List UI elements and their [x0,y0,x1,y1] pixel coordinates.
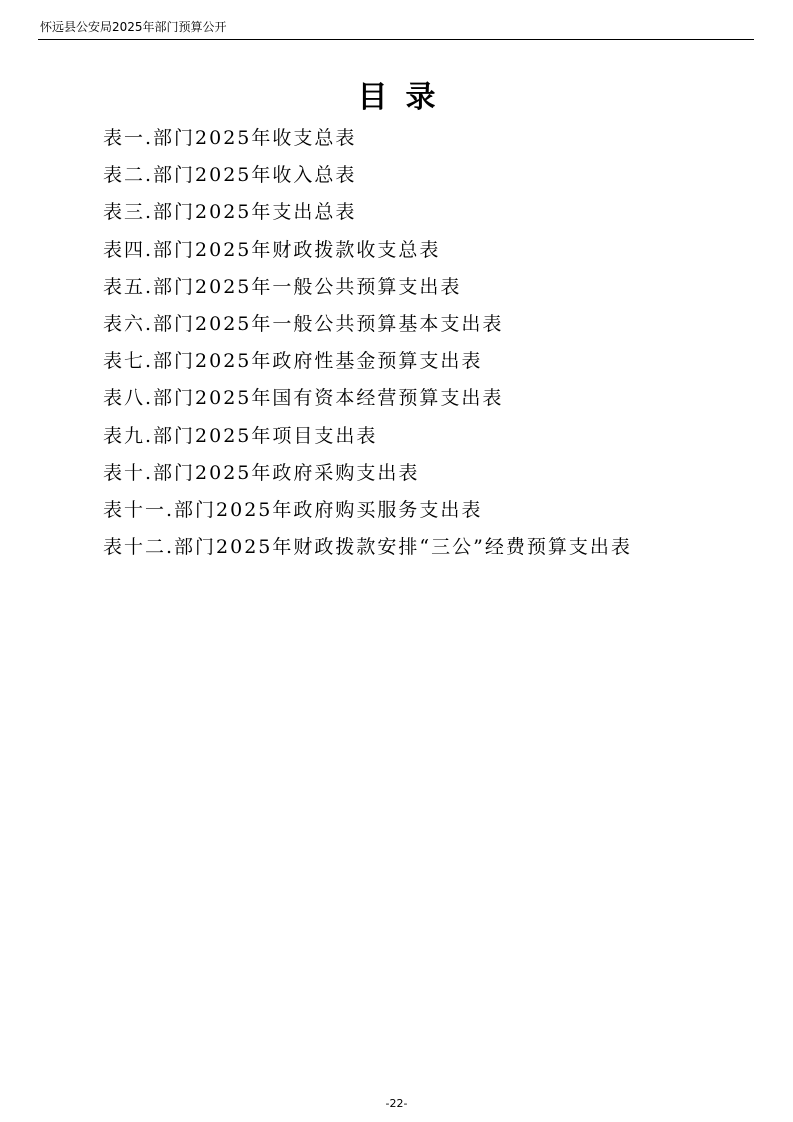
page-header-title: 怀远县公安局2025年部门预算公开 [40,20,227,34]
toc-item: 表四.部门2025年财政拨款收支总表 [103,238,441,261]
toc-item: 表二.部门2025年收入总表 [103,164,357,187]
toc-list [103,120,632,566]
page-number: -22- [385,1097,408,1110]
toc-item: 表七.部门2025年政府性基金预算支出表 [103,350,483,373]
header-divider [38,39,754,40]
toc-item: 表一.部门2025年收支总表 [103,127,357,149]
toc-item: 表十一.部门2025年政府购买服务支出表 [103,498,483,521]
toc-item: 表三.部门2025年支出总表 [103,201,357,224]
toc-item: 表十.部门2025年政府采购支出表 [103,461,420,484]
toc-item: 表六.部门2025年一般公共预算基本支出表 [103,312,504,335]
toc-item: 表九.部门2025年项目支出表 [103,424,378,447]
toc-item: 表十二.部门2025年财政拨款安排“三公”经费预算支出表 [103,536,632,559]
toc-title: 目录 [357,80,454,115]
toc-item: 表五.部门2025年一般公共预算支出表 [103,275,462,298]
toc-item: 表八.部门2025年国有资本经营预算支出表 [103,387,504,410]
